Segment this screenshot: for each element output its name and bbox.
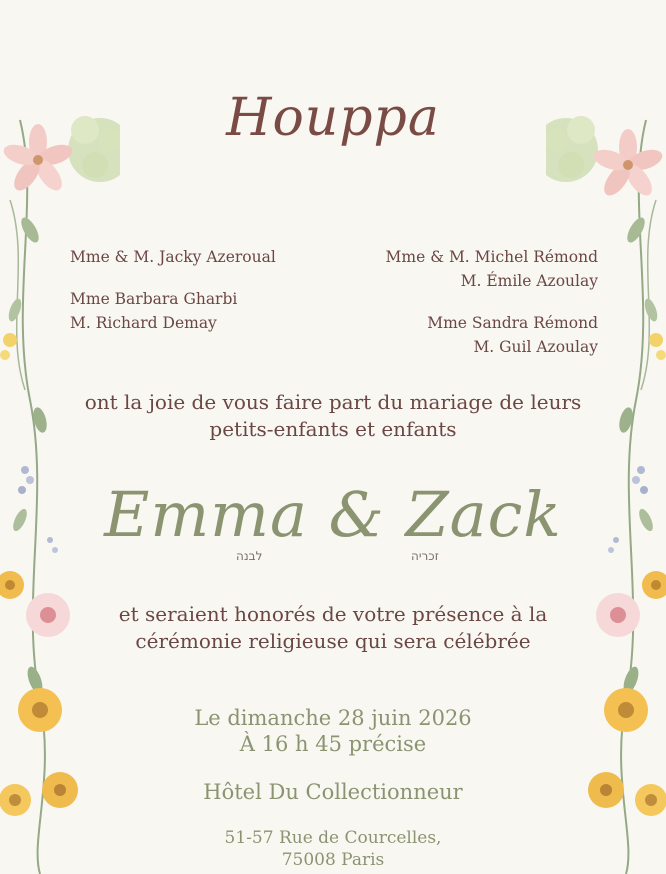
invitation-text [0,601,666,655]
groom-hebrew-name: זכריה [411,549,439,563]
parents-group [70,245,276,269]
address-line: 51-57 Rue de Courcelles, [224,828,442,848]
announcement-line: ont la joie de vous faire part du mariage de leurs [84,390,582,414]
invitation-line: et seraient honorés de votre présence à la [118,602,548,626]
event-date: Le dimanche 28 juin 2026 [194,706,472,730]
parent-name: Mme Sandra Rémond [427,314,598,332]
page-title: Houppa [226,88,440,148]
event-datetime [0,705,666,757]
event-venue: Hôtel Du Collectionneur [203,780,463,804]
parents-right [386,245,598,377]
parents-left [70,245,276,353]
parent-name: Mme & M. Jacky Azeroual [70,248,276,266]
parent-name: Mme & M. Michel Rémond [385,248,598,266]
invitation-line: cérémonie religieuse qui sera célébrée [135,629,531,653]
bride-hebrew-name: לבנה [236,549,263,563]
event-address [0,827,666,871]
address-line: 75008 Paris [281,850,385,870]
couple-names: Emma & Zack [104,478,562,551]
parent-name: M. Émile Azoulay [460,272,598,290]
parent-name: M. Guil Azoulay [473,338,598,356]
parents-group [70,287,276,335]
parent-name: Mme Barbara Gharbi [70,290,238,308]
announcement-line: petits-enfants et enfants [209,417,457,441]
event-time: À 16 h 45 précise [239,732,427,756]
announcement-text [0,389,666,443]
parents-group [386,311,598,359]
parent-name: M. Richard Demay [70,314,217,332]
parents-group [386,245,598,293]
